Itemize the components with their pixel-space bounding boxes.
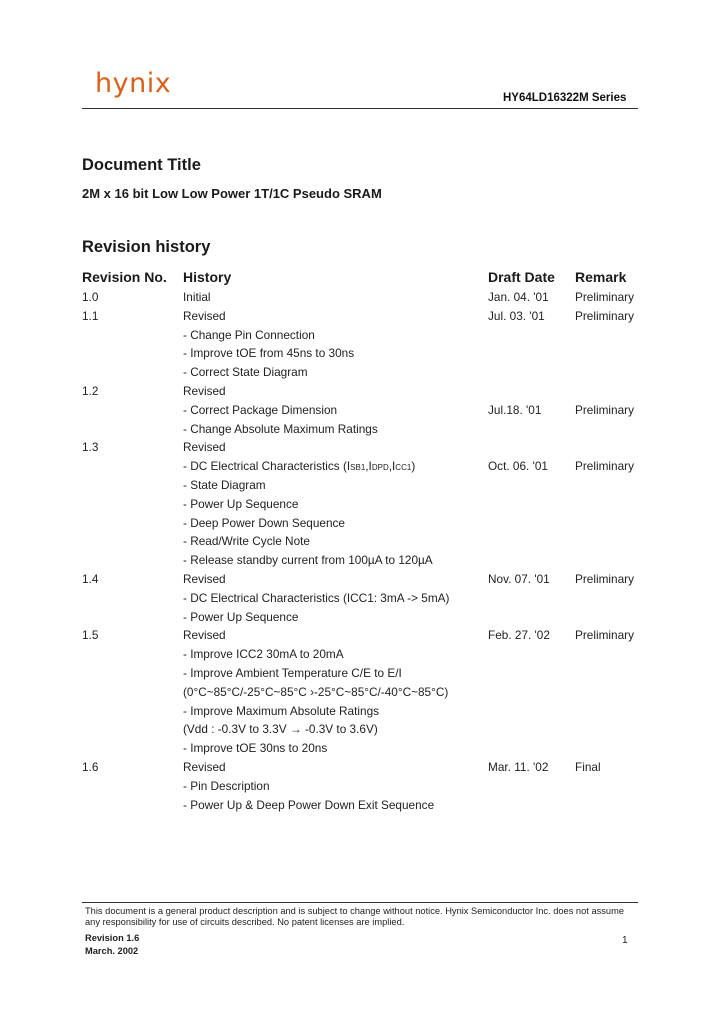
history-cell: - Power Up Sequence [183, 496, 299, 511]
remark-cell: Preliminary [575, 308, 634, 323]
revision-cell: 1.3 [82, 440, 99, 455]
draft-date-cell: Jan. 04. '01 [488, 290, 549, 304]
history-cell: - Improve Maximum Absolute Ratings [183, 703, 380, 718]
history-cell: - Pin Description [183, 778, 270, 793]
footer-date: March. 2002 [85, 946, 139, 956]
revision-cell: 1.4 [82, 572, 99, 586]
revision-cell: 1.0 [82, 290, 99, 304]
document-title-heading: Document Title [82, 156, 201, 174]
history-cell: - Power Up & Deep Power Down Exit Sequence [183, 797, 435, 812]
subscript-text: SB1 [350, 463, 366, 473]
remark-cell: Preliminary [575, 572, 634, 586]
logo: hynix [95, 68, 172, 99]
col-header-revision: Revision No. [82, 269, 167, 285]
history-cell: (Vdd : -0.3V to 3.3V → -0.3V to 3.6V) [183, 722, 378, 737]
revision-cell: 1.5 [82, 628, 99, 643]
history-cell: - State Diagram [183, 478, 266, 492]
remark-cell: Preliminary [575, 459, 634, 474]
draft-date-cell: Jul.18. '01 [488, 402, 542, 417]
col-header-draft-date: Draft Date [488, 269, 555, 285]
history-cell: - DC Electrical Characteristics (ICC1: 3mA -> 5mA) [183, 590, 450, 605]
history-cell: - Improve tOE from 45ns to 30ns [183, 346, 355, 361]
draft-date-cell: Jul. 03. '01 [488, 308, 545, 323]
col-header-remark: Remark [575, 269, 627, 285]
series-title: HY64LD16322M Series [503, 92, 627, 104]
header-rule [82, 108, 638, 109]
history-cell: Revised [183, 308, 226, 323]
history-cell: - Release standby current from 100µA to 120µA [183, 553, 433, 568]
history-cell: (0°C~85°C/-25°C~85°C ›-25°C~85°C/-40°C~85°C) [183, 684, 449, 699]
history-cell: - Correct State Diagram [183, 365, 308, 380]
remark-cell: Preliminary [575, 402, 634, 417]
revision-cell: 1.1 [82, 308, 99, 323]
history-cell: Revised [183, 628, 226, 643]
draft-date-cell: Nov. 07. '01 [488, 572, 550, 586]
history-cell: - Correct Package Dimension [183, 402, 338, 417]
history-cell: - Improve tOE 30ns to 20ns [183, 741, 328, 756]
revision-cell: 1.2 [82, 384, 99, 398]
history-cell: Revised [183, 572, 226, 586]
history-cell: - Deep Power Down Sequence [183, 515, 345, 530]
remark-cell: Preliminary [575, 628, 634, 643]
draft-date-cell: Feb. 27. '02 [488, 628, 550, 643]
draft-date-cell: Mar. 11. '02 [488, 760, 549, 774]
draft-date-cell: Oct. 06. '01 [488, 459, 548, 474]
remark-cell: Final [575, 760, 601, 774]
col-header-history: History [183, 269, 232, 285]
revision-cell: 1.6 [82, 760, 99, 774]
subscript-text: DPD [371, 463, 389, 473]
document-title: 2M x 16 bit Low Low Power 1T/1C Pseudo SRAM [82, 186, 382, 201]
subscript-text: CC1 [395, 463, 412, 473]
history-cell: - Improve Ambient Temperature C/E to E/I [183, 666, 402, 680]
footer-revision: Revision 1.6 [85, 933, 140, 943]
history-cell: - Power Up Sequence [183, 609, 299, 624]
footer-disclaimer: This document is a general product description and is subject to change without notice. Hynix Semiconductor Inc. does not assume any responsibility for use of circuits described. No patent licenses are implied. [85, 906, 624, 927]
page-number: 1 [622, 935, 628, 946]
history-cell: - DC Electrical Characteristics (ISB1,IDPD,ICC1) [183, 459, 416, 474]
history-cell: - Change Absolute Maximum Ratings [183, 421, 378, 436]
history-cell: Initial [183, 290, 211, 304]
history-cell: - Change Pin Connection [183, 327, 315, 342]
history-cell: Revised [183, 384, 226, 398]
footer-rule [82, 902, 638, 903]
history-cell: Revised [183, 440, 226, 455]
history-cell: Revised [183, 760, 226, 774]
history-cell: - Improve ICC2 30mA to 20mA [183, 647, 344, 662]
revision-history-heading: Revision history [82, 238, 211, 256]
history-cell: - Read/Write Cycle Note [183, 534, 310, 549]
remark-cell: Preliminary [575, 290, 634, 304]
